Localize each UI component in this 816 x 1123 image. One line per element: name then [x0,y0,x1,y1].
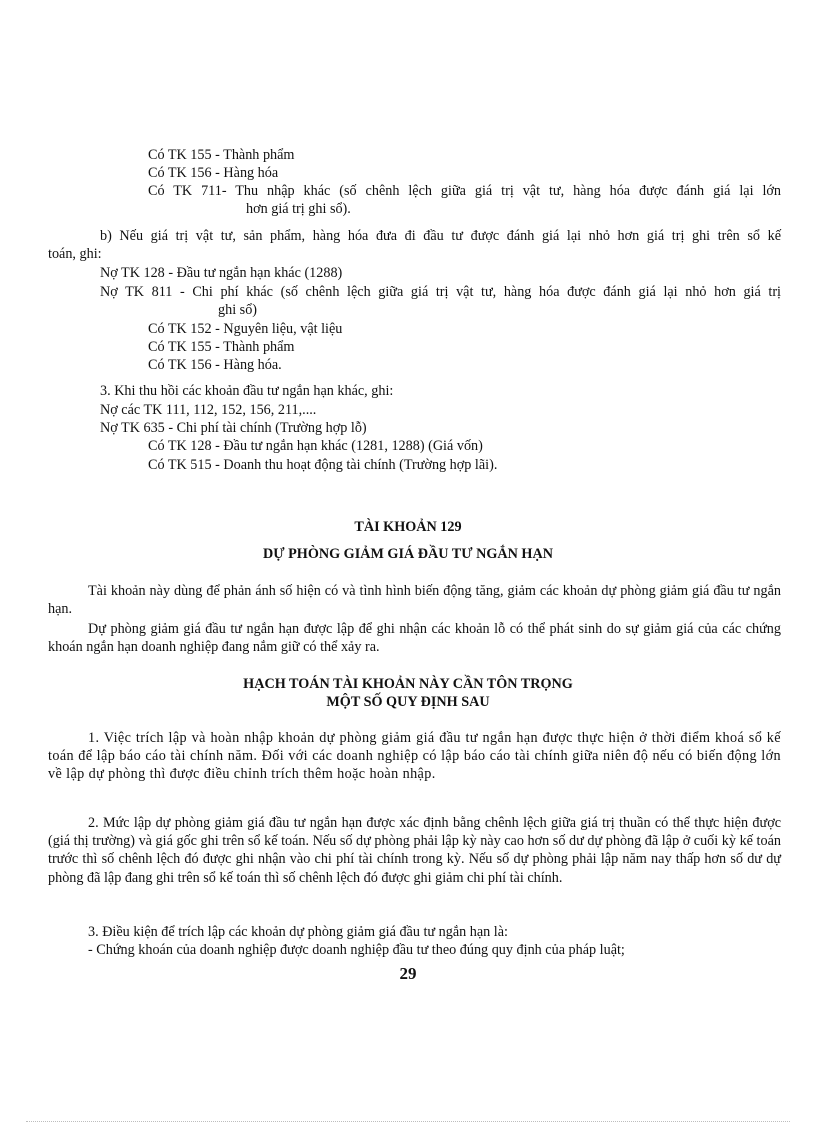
rule-1: 1. Việc trích lập và hoàn nhập khoản dự phòng giảm giá đầu tư ngắn hạn được thực hiện ở thời điểm khoá sổ kế toán để lập báo cáo tài chính năm. Đối với các doanh nghiệp có lập báo cáo tài chính giữa niên độ nếu có biến động lớn về lập dự phòng thì được điều chỉnh trích thêm hoặc hoàn nhập. [48,730,781,783]
entry-co-152: Có TK 152 - Nguyên liệu, vật liệu [148,321,343,337]
entry-no-128: Nợ TK 128 - Đầu tư ngắn hạn khác (1288) [100,265,343,281]
entry-co-711-continued: hơn giá trị ghi sổ). [246,201,351,217]
entry-no-635: Nợ TK 635 - Chi phí tài chính (Trường hợp lỗ) [100,420,367,436]
rule-2: 2. Mức lập dự phòng giảm giá đầu tư ngắn hạn được xác định bằng chênh lệch giữa giá trị thuần có thể thực hiện được (giá thị trường) và giá gốc ghi trên sổ kế toán. Nếu số dự phòng phải lập kỳ này cao hơn số dư dự phòng đã lập ở cuối kỳ kế toán trước thì số chênh lệch đó được ghi nhận vào chi phí tài chính trong kỳ. Nếu số dự phòng phải lập năm nay thấp hơn số dư dự phòng đã lập đang ghi trên sổ kế toán thì số chênh lệch đó được ghi giảm chi phí tài chính. [48,815,781,886]
page-number: 29 [399,964,417,983]
account-code-heading: TÀI KHOẢN 129 [354,519,462,535]
entry-co-156: Có TK 156 - Hàng hóa [148,165,279,181]
entry-no-cac-tk: Nợ các TK 111, 112, 152, 156, 211,.... [100,402,317,418]
entry-no-811-continued: ghi sổ) [218,302,258,318]
entry-co-711: Có TK 711- Thu nhập khác (số chênh lệch giữa giá trị vật tư, hàng hóa được đánh giá lại lớn [148,183,781,199]
rules-heading-line2: MỘT SỐ QUY ĐỊNH SAU [326,694,490,710]
account-description-1: Tài khoản này dùng để phản ánh số hiện có và tình hình biến động tăng, giảm các khoản dự phòng giảm giá đầu tư ngắn hạn. [48,583,781,618]
entry-co-155: Có TK 155 - Thành phẩm [148,147,295,163]
entry-no-811: Nợ TK 811 - Chi phí khác (số chênh lệch giữa giá trị vật tư, hàng hóa được đánh giá lại nhỏ hơn giá trị [100,284,781,300]
account-description-2: Dự phòng giảm giá đầu tư ngắn hạn được lập để ghi nhận các khoản lỗ có thể phát sinh do sự giảm giá của các chứng khoán ngắn hạn doanh nghiệp đang nắm giữ có thể xảy ra. [48,621,781,656]
section-3-title: 3. Khi thu hồi các khoản đầu tư ngắn hạn khác, ghi: [100,383,394,399]
entry-co-128: Có TK 128 - Đầu tư ngắn hạn khác (1281, 1288) (Giá vốn) [148,438,483,454]
rule-3-title: 3. Điều kiện để trích lập các khoản dự phòng giảm giá đầu tư ngắn hạn là: [88,924,508,940]
account-name-heading: DỰ PHÒNG GIẢM GIÁ ĐẦU TƯ NGẮN HẠN [263,546,553,562]
entry-co-155-b: Có TK 155 - Thành phẩm [148,339,295,355]
entry-co-515: Có TK 515 - Doanh thu hoạt động tài chính (Trường hợp lãi). [148,457,498,473]
entry-co-156-b: Có TK 156 - Hàng hóa. [148,357,282,373]
page-bottom-divider [26,1121,790,1122]
rules-heading-line1: HẠCH TOÁN TÀI KHOẢN NÀY CẦN TÔN TRỌNG [243,676,573,692]
section-b-intro: b) Nếu giá trị vật tư, sản phẩm, hàng hóa đưa đi đầu tư được đánh giá lại nhỏ hơn giá trị ghi trên sổ kế [100,228,781,244]
section-b-intro-continued: toán, ghi: [48,246,102,262]
rule-3-item-1: - Chứng khoán của doanh nghiệp được doanh nghiệp đầu tư theo đúng quy định của pháp luật; [88,942,625,958]
